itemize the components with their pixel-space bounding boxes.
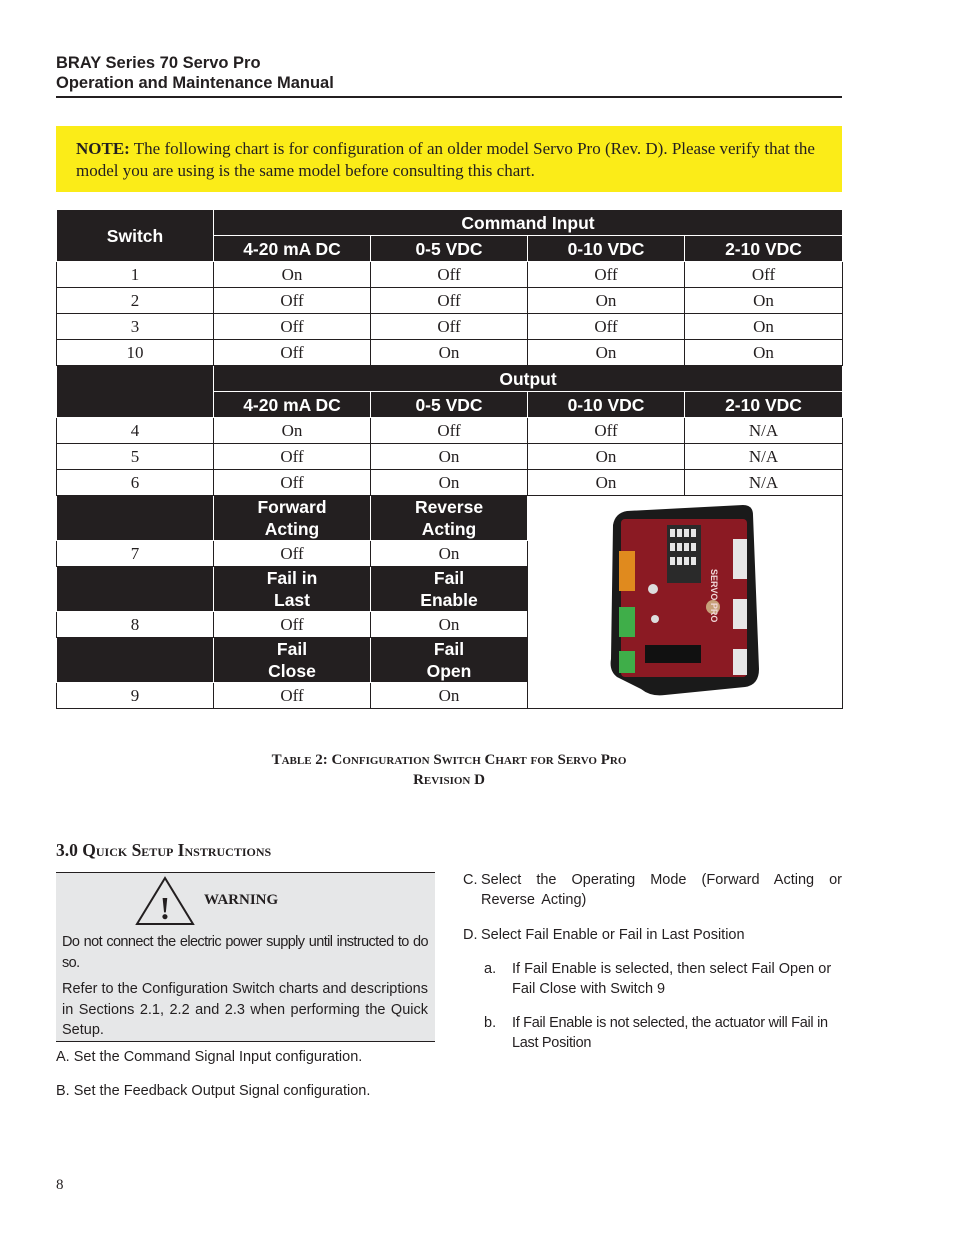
header-text: Fail Enable (420, 568, 478, 610)
table-cell: On (685, 340, 843, 366)
table-cell: On (528, 470, 685, 496)
table-cell: On (371, 470, 528, 496)
step-a: A. Set the Command Signal Input configuration. (56, 1049, 363, 1065)
column-header: 0-5 VDC (371, 392, 528, 418)
table-cell: Off (214, 612, 371, 638)
table-cell: Off (214, 683, 371, 709)
table-cell: Off (685, 262, 843, 288)
fail-close-header (214, 638, 371, 683)
switch-number: 2 (57, 288, 214, 314)
table-cell: Off (528, 418, 685, 444)
header-subtitle: Operation and Maintenance Manual (56, 74, 334, 92)
table-cell: Off (214, 314, 371, 340)
warning-title: WARNING (204, 892, 279, 908)
table-cell: On (371, 444, 528, 470)
header-title: BRAY Series 70 Servo Pro (56, 54, 261, 72)
table-cell: On (685, 314, 843, 340)
step-c: Select the Operating Mode (Forward Acting or Reverse Acting) (481, 872, 842, 908)
switch-number: 9 (57, 683, 214, 709)
blank-header (57, 638, 214, 683)
svg-text:!: ! (159, 890, 171, 926)
step-db-label: b. (484, 1015, 497, 1031)
column-header: 4-20 mA DC (214, 236, 371, 262)
table-row (57, 444, 843, 470)
blank-header (57, 567, 214, 612)
switch-number: 8 (57, 612, 214, 638)
board-label: SERVO PRO (709, 569, 719, 623)
step-da: If Fail Enable is selected, then select Fail Open or Fail Close with Switch 9 (512, 961, 832, 997)
switch-number: 4 (57, 418, 214, 444)
step-da-label: a. (484, 961, 497, 977)
table-cell: Off (214, 541, 371, 567)
table-row (57, 288, 843, 314)
note-box (56, 126, 842, 192)
header-text: Fail in Last (266, 568, 318, 610)
table-cell: Off (214, 470, 371, 496)
switch-number: 3 (57, 314, 214, 340)
output-header: Output (214, 366, 843, 392)
table-cell: On (371, 340, 528, 366)
warning-triangle-icon (134, 875, 196, 927)
warning-text: Do not connect the electric power supply until instructed to do so. (62, 934, 428, 971)
servo-pro-board-icon (605, 499, 765, 699)
step-db: If Fail Enable is not selected, the actuator will Fail in Last Position (512, 1015, 828, 1051)
table-row (57, 314, 843, 340)
table-cell: On (371, 683, 528, 709)
step-d-label: D. (463, 927, 478, 943)
table-cell: Off (371, 418, 528, 444)
table-cell: On (371, 612, 528, 638)
column-header: 4-20 mA DC (214, 392, 371, 418)
table-cell: Off (371, 288, 528, 314)
table-cell: On (528, 340, 685, 366)
command-input-header: Command Input (214, 210, 843, 236)
switch-header: Switch (57, 210, 214, 262)
switch-number: 7 (57, 541, 214, 567)
warning-text: Refer to the Configuration Switch charts and descriptions in Sections 2.1, 2.2 and 2.3 when performing the Quick Setup. (62, 981, 428, 1038)
step-c-label: C. (463, 872, 478, 888)
table-row (57, 470, 843, 496)
column-header: 0-10 VDC (528, 236, 685, 262)
table-cell: Off (371, 262, 528, 288)
column-header: 2-10 VDC (685, 392, 843, 418)
table-cell: On (528, 288, 685, 314)
table-cell: On (371, 541, 528, 567)
fail-in-last-header (214, 567, 371, 612)
table-cell: Off (214, 444, 371, 470)
warning-box (56, 872, 435, 1042)
table-cell: On (214, 418, 371, 444)
circuit-board-image (528, 496, 843, 709)
table-cell: Off (214, 340, 371, 366)
column-header: 0-10 VDC (528, 392, 685, 418)
fail-enable-header (371, 567, 528, 612)
config-switch-table (56, 209, 843, 709)
blank-header (57, 366, 214, 418)
table-cell: Off (371, 314, 528, 340)
table-row (57, 340, 843, 366)
page-header (56, 53, 842, 98)
page-number: 8 (56, 1177, 64, 1193)
section-title: 3.0 Quick Setup Instructions (56, 840, 272, 860)
table-row (57, 262, 843, 288)
table-cell: N/A (685, 444, 843, 470)
table-row (57, 418, 843, 444)
switch-number: 10 (57, 340, 214, 366)
table-cell: Off (528, 314, 685, 340)
header-text: Forward Acting (257, 497, 327, 539)
caption-line: Revision D (413, 772, 485, 788)
table-cell: N/A (685, 418, 843, 444)
column-header: 2-10 VDC (685, 236, 843, 262)
switch-number: 1 (57, 262, 214, 288)
note-text: The following chart is for configuration of an older model Servo Pro (Rev. D). Please verify that the model you are using is the same model before consulting this chart. (76, 139, 815, 180)
step-b: B. Set the Feedback Output Signal configuration. (56, 1083, 371, 1099)
table-caption (56, 750, 842, 790)
table-cell: Off (214, 288, 371, 314)
note-label: NOTE: (76, 139, 130, 158)
reverse-acting-header (371, 496, 528, 541)
table-cell: On (528, 444, 685, 470)
table-cell: Off (528, 262, 685, 288)
table-cell: On (685, 288, 843, 314)
header-text: Fail Open (426, 639, 472, 681)
switch-number: 6 (57, 470, 214, 496)
step-d: Select Fail Enable or Fail in Last Position (481, 927, 745, 943)
column-header: 0-5 VDC (371, 236, 528, 262)
fail-open-header (371, 638, 528, 683)
header-text: Fail Close (268, 639, 316, 681)
switch-number: 5 (57, 444, 214, 470)
caption-line: Table 2: Configuration Switch Chart for Servo Pro (271, 752, 627, 768)
table-cell: On (214, 262, 371, 288)
table-cell: N/A (685, 470, 843, 496)
blank-header (57, 496, 214, 541)
header-text: Reverse Acting (414, 497, 484, 539)
forward-acting-header (214, 496, 371, 541)
